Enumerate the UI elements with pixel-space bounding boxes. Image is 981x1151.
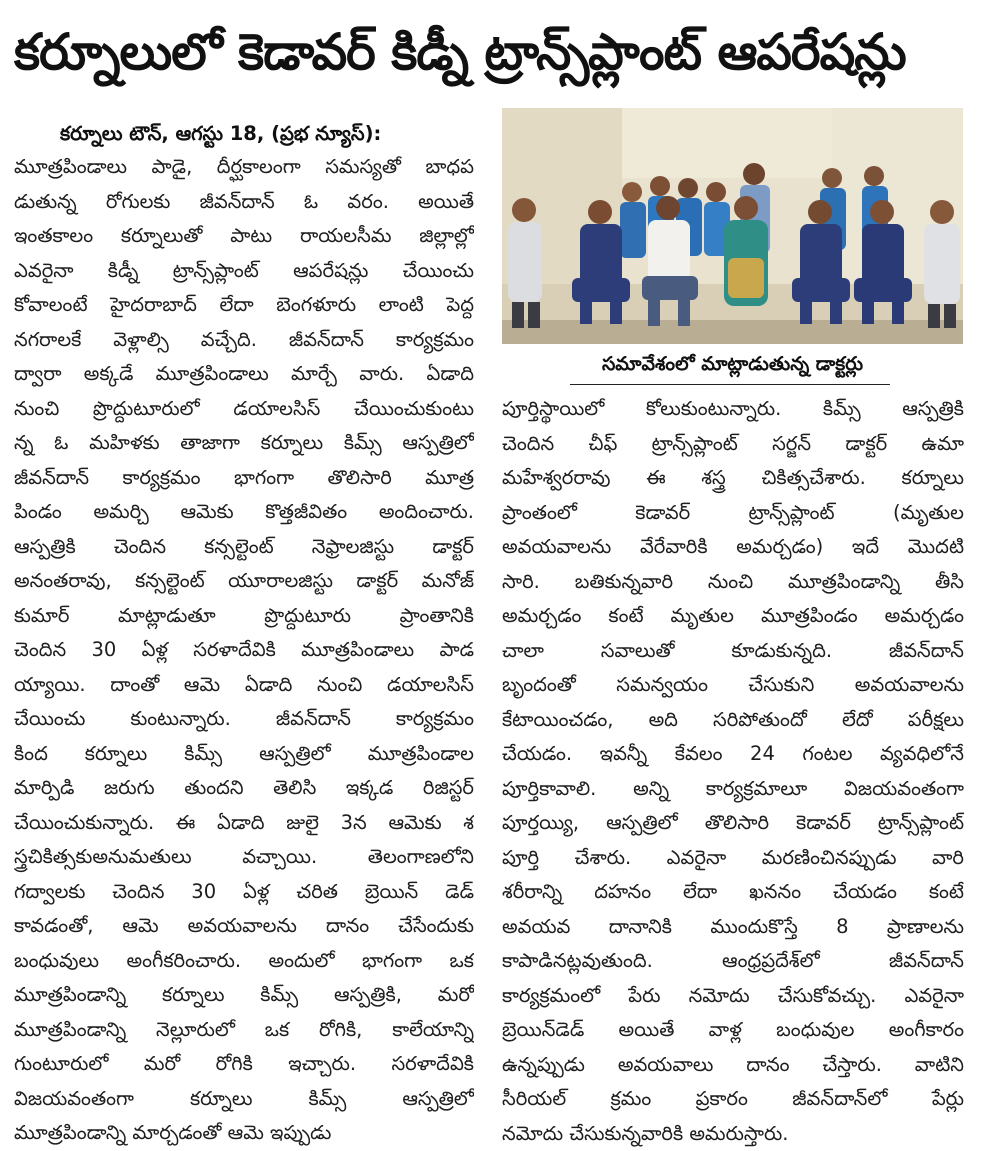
article-text-line: ఇంతకాలం కర్నూలుతో పాటు రాయలసీమ జిల్లాల్లో (14, 219, 474, 254)
article-text-line: నుంచి ప్రొద్దుటూరులో డయాలసిస్ చేయించుకుంటు (14, 392, 474, 427)
article-text-line: య్యాయి. దాంతో ఆమె ఏడాది నుంచి డయాలసిస్ (14, 668, 474, 703)
article-text-line: ఎవరైనా కిడ్నీ ట్రాన్స్‌ప్లాంట్ ఆపరేషన్లు చేయించు (14, 254, 474, 289)
article-text-line: సీరియల్ క్రమం ప్రకారం జీవన్‌దాన్‌లో పేర్లు (502, 1082, 964, 1117)
article-text-line: ఉన్నప్పుడు అవయవాలు దానం చేస్తారు. వాటిని (502, 1048, 964, 1083)
photo-caption: సమావేశంలో మాట్లాడుతున్న డాక్టర్లు (502, 346, 963, 382)
article-text-line: ప్రాంతంలో కెడావర్ ట్రాన్స్‌ప్లాంట్ (మృతుల (502, 496, 964, 531)
article-text-line: నగరాలకే వెళ్లాల్సి వచ్చేది. జీవన్‌దాన్ కార్యక్రమం (14, 323, 474, 358)
article-text-line: కార్యక్రమంలో పేరు నమోదు చేసుకోవచ్చు. ఎవరైనా (502, 979, 964, 1014)
article-text-line: పూర్తి చేశారు. ఎవరైనా మరణించినప్పుడు వారి (502, 841, 964, 876)
article-text-line: న్న ఓ మహిళకు తాజాగా కర్నూలు కిమ్స్ ఆస్పత్రిలో (14, 426, 474, 461)
caption-underline (570, 384, 890, 385)
article-text-line: అవయవాలను వేరేవారికి అమర్చడం) ఇదే మొదటి (502, 530, 964, 565)
article-text-line: కోవాలంటే హైదరాబాద్ లేదా బెంగళూరు లాంటి పెద్ద (14, 288, 474, 323)
article-text-line: ఆస్పత్రికి చెందిన కన్సల్టెంట్ నెఫ్రాలజిస్టు డాక్టర్ (14, 530, 474, 565)
article-text-line: గుంటూరులో మరో రోగికి ఇచ్చారు. సరళాదేవికి (14, 1047, 474, 1082)
article-text-line: కావడంతో, ఆమె అవయవాలను దానం చేసేందుకు (14, 909, 474, 944)
article-text-line: స్త్రచికిత్సకుఅనుమతులు వచ్చాయి. తెలంగాణలోని (14, 840, 474, 875)
article-text-line: మూత్రపిండాన్ని మార్చడంతో ఆమె ఇప్పుడు (14, 1116, 474, 1151)
article-text-line: బ్రెయిన్‌డెడ్ అయితే వాళ్ల బంధువుల అంగీకారం (502, 1013, 964, 1048)
article-text-line: కాపాడినట్లవుతుంది. ఆంధ్రప్రదేశ్‌లో జీవన్‌దాన్ (502, 944, 964, 979)
article-text-line: జీవన్‌దాన్ కార్యక్రమం భాగంగా తొలిసారి మూత్ర (14, 461, 474, 496)
article-text-line: అమర్చడం కంటే మృతుల మూత్రపిండం అమర్చడం (502, 599, 964, 634)
article-text-line: చేయడం. ఇవన్నీ కేవలం 24 గంటల వ్యవధిలోనే (502, 737, 964, 772)
article-text-line: మూత్రపిండాన్ని నెల్లూరులో ఒక రోగికి, కాలేయాన్ని (14, 1013, 474, 1048)
article-right-column (502, 392, 964, 1151)
news-photo (502, 108, 963, 344)
article-text-line: మూత్రపిండాలు పాడై, దీర్ఘకాలంగా సమస్యతో బాధప (14, 150, 474, 185)
article-text-line: విజయవంతంగా కర్నూలు కిమ్స్ ఆస్పత్రిలో (14, 1082, 474, 1117)
doctors-group-photo (502, 108, 963, 344)
article-text-line: చేయించు కుంటున్నారు. జీవన్‌దాన్ కార్యక్రమం (14, 702, 474, 737)
article-text-line: అనంతరావు, కన్సల్టెంట్ యూరాలజిస్టు డాక్టర్ మనోజ్ (14, 564, 474, 599)
article-text-line: డుతున్న రోగులకు జీవన్‌దాన్ ఓ వరం. అయితే (14, 185, 474, 220)
article-text-line: గద్వాలకు చెందిన 30 ఏళ్ల చరిత బ్రెయిన్ డెడ్ (14, 875, 474, 910)
article-text-line: చేయించుకున్నారు. ఈ ఏడాది జులై 3న ఆమెకు శ (14, 806, 474, 841)
headline: కర్నూలులో కెడావర్ కిడ్నీ ట్రాన్స్‌ప్లాంట్ ఆపరేషన్లు (14, 6, 967, 98)
article-text-line: నమోదు చేసుకున్నవారికి అమరుస్తారు. (502, 1117, 964, 1151)
article-text-line: బంధువులు అంగీకరించారు. అందులో భాగంగా ఒక (14, 944, 474, 979)
article-text-line: మార్పిడి జరుగు తుందని తెలిసి ఇక్కడ రిజిస్టర్ (14, 771, 474, 806)
article-text-line: శరీరాన్ని దహనం లేదా ఖననం చేయడం కంటే (502, 875, 964, 910)
dateline: కర్నూలు టౌన్, ఆగస్టు 18, (ప్రభ న్యూస్): (60, 118, 474, 150)
article-text-line: పిండం అమర్చి ఆమెకు కొత్తజీవితం అందించారు. (14, 495, 474, 530)
article-text-line: ద్వారా అక్కడే మూత్రపిండాలు మార్చే వారు. ఏడాది (14, 357, 474, 392)
article-text-line: మూత్రపిండాన్ని కర్నూలు కిమ్స్ ఆస్పత్రికి, మరో (14, 978, 474, 1013)
article-text-line: సారి. బతికున్నవారి నుంచి మూత్రపిండాన్ని తీసి (502, 565, 964, 600)
article-text-line: చెందిన 30 ఏళ్ల సరళాదేవికి మూత్రపిండాలు పాడ (14, 633, 474, 668)
article-text-line: పూర్తిస్థాయిలో కోలుకుంటున్నారు. కిమ్స్ ఆస్పత్రికి (502, 392, 964, 427)
article-text-line: పూర్తయ్యి, ఆస్పత్రిలో తొలిసారి కెడావర్ ట్రాన్స్‌ప్లాంట్ (502, 806, 964, 841)
article-text-line: బృందంతో సమన్వయం చేసుకుని అవయవాలను (502, 668, 964, 703)
article-text-line: మహేశ్వరరావు ఈ శస్త్ర చికిత్సచేశారు. కర్నూలు (502, 461, 964, 496)
article-text-line: పూర్తికావాలి. అన్ని కార్యక్రమాలూ విజయవంతంగా (502, 772, 964, 807)
article-text-line: చాలా సవాలుతో కూడుకున్నది. జీవన్‌దాన్ (502, 634, 964, 669)
article-text-line: కింద కర్నూలు కిమ్స్ ఆస్పత్రిలో మూత్రపిండాల (14, 737, 474, 772)
article-text-line: అవయవ దానానికి ముందుకొస్తే 8 ప్రాణాలను (502, 910, 964, 945)
article-left-column (14, 150, 474, 1151)
article-text-line: కుమార్ మాట్లాడుతూ ప్రొద్దుటూరు ప్రాంతానికి (14, 599, 474, 634)
article-text-line: చెందిన చీఫ్ ట్రాన్స్‌ప్లాంట్ సర్జన్ డాక్టర్ ఉమా (502, 427, 964, 462)
article-text-line: కేటాయించడం, అది సరిపోతుందో లేదో పరీక్షలు (502, 703, 964, 738)
